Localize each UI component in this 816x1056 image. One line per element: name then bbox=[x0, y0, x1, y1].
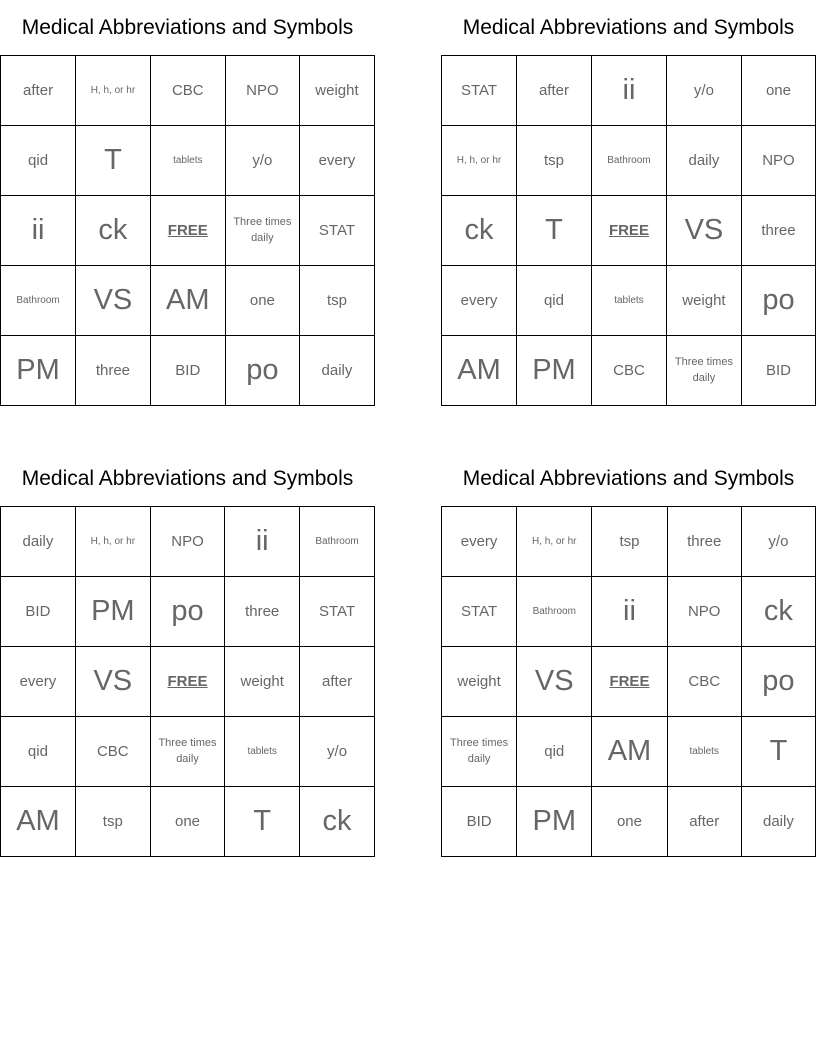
grid-cell: tsp bbox=[299, 266, 374, 336]
grid-cell: PM bbox=[75, 577, 150, 647]
bingo-grid bbox=[0, 506, 375, 857]
grid-cell: ii bbox=[225, 507, 300, 577]
grid-row bbox=[442, 577, 816, 647]
grid-row bbox=[1, 336, 375, 406]
grid-cell: ii bbox=[592, 577, 667, 647]
grid-cell: Three times daily bbox=[666, 336, 741, 406]
grid-cell: CBC bbox=[667, 647, 741, 717]
grid-cell: T bbox=[741, 717, 815, 787]
grid-cell: weight bbox=[442, 647, 517, 717]
grid-row bbox=[1, 577, 375, 647]
grid-cell: one bbox=[150, 787, 225, 857]
grid-cell: po bbox=[741, 266, 815, 336]
grid-cell: po bbox=[225, 336, 299, 406]
grid-cell: one bbox=[592, 787, 667, 857]
grid-cell: Bathroom bbox=[300, 507, 375, 577]
grid-cell: VS bbox=[666, 196, 741, 266]
grid-cell: H, h, or hr bbox=[75, 507, 150, 577]
grid-cell: H, h, or hr bbox=[517, 507, 592, 577]
free-space-cell: FREE bbox=[150, 196, 225, 266]
grid-cell: tablets bbox=[667, 717, 741, 787]
grid-cell: ck bbox=[300, 787, 375, 857]
grid-cell: every bbox=[442, 266, 517, 336]
grid-cell: y/o bbox=[666, 56, 741, 126]
grid-cell: daily bbox=[666, 126, 741, 196]
grid-cell: STAT bbox=[299, 196, 374, 266]
grid-cell: Bathroom bbox=[1, 266, 76, 336]
card-title: Medical Abbreviations and Symbols bbox=[462, 467, 795, 490]
grid-cell: daily bbox=[741, 787, 815, 857]
grid-cell: NPO bbox=[150, 507, 225, 577]
grid-cell: weight bbox=[299, 56, 374, 126]
grid-cell: T bbox=[76, 126, 151, 196]
grid-cell: every bbox=[1, 647, 76, 717]
grid-cell: NPO bbox=[225, 56, 299, 126]
grid-cell: T bbox=[516, 196, 591, 266]
grid-row bbox=[442, 336, 816, 406]
grid-cell: qid bbox=[517, 717, 592, 787]
grid-cell: BID bbox=[442, 787, 517, 857]
grid-row bbox=[442, 126, 816, 196]
grid-cell: tablets bbox=[225, 717, 300, 787]
grid-row bbox=[442, 647, 816, 717]
grid-cell: tsp bbox=[516, 126, 591, 196]
grid-cell: daily bbox=[1, 507, 76, 577]
card-title: Medical Abbreviations and Symbols bbox=[21, 467, 354, 490]
grid-cell: PM bbox=[516, 336, 591, 406]
grid-cell: STAT bbox=[442, 577, 517, 647]
bingo-grid bbox=[0, 55, 375, 406]
bingo-grid bbox=[441, 506, 816, 857]
grid-cell: three bbox=[225, 577, 300, 647]
grid-row bbox=[1, 717, 375, 787]
grid-cell: one bbox=[741, 56, 815, 126]
grid-cell: AM bbox=[1, 787, 76, 857]
grid-cell: tablets bbox=[591, 266, 666, 336]
grid-cell: after bbox=[300, 647, 375, 717]
grid-cell: PM bbox=[1, 336, 76, 406]
grid-cell: Three times daily bbox=[150, 717, 225, 787]
grid-cell: y/o bbox=[225, 126, 299, 196]
grid-cell: po bbox=[741, 647, 815, 717]
grid-cell: H, h, or hr bbox=[442, 126, 517, 196]
free-space-cell: FREE bbox=[592, 647, 667, 717]
grid-cell: Bathroom bbox=[517, 577, 592, 647]
grid-cell: BID bbox=[741, 336, 815, 406]
grid-cell: AM bbox=[150, 266, 225, 336]
free-space-cell: FREE bbox=[150, 647, 225, 717]
grid-cell: VS bbox=[76, 266, 151, 336]
grid-cell: ii bbox=[1, 196, 76, 266]
grid-cell: after bbox=[667, 787, 741, 857]
grid-cell: qid bbox=[516, 266, 591, 336]
grid-cell: CBC bbox=[591, 336, 666, 406]
grid-cell: every bbox=[299, 126, 374, 196]
bingo-grid bbox=[441, 55, 816, 406]
grid-row bbox=[1, 507, 375, 577]
grid-cell: three bbox=[741, 196, 815, 266]
grid-cell: ck bbox=[741, 577, 815, 647]
grid-cell: tablets bbox=[150, 126, 225, 196]
grid-cell: NPO bbox=[741, 126, 815, 196]
grid-cell: ii bbox=[591, 56, 666, 126]
grid-cell: Three times daily bbox=[225, 196, 299, 266]
grid-cell: BID bbox=[150, 336, 225, 406]
grid-row bbox=[442, 507, 816, 577]
grid-cell: VS bbox=[75, 647, 150, 717]
grid-cell: y/o bbox=[300, 717, 375, 787]
grid-cell: three bbox=[76, 336, 151, 406]
card-title: Medical Abbreviations and Symbols bbox=[462, 16, 795, 39]
card-title: Medical Abbreviations and Symbols bbox=[21, 16, 354, 39]
grid-cell: after bbox=[516, 56, 591, 126]
grid-cell: AM bbox=[442, 336, 517, 406]
grid-cell: weight bbox=[225, 647, 300, 717]
grid-cell: NPO bbox=[667, 577, 741, 647]
grid-row bbox=[442, 196, 816, 266]
grid-cell: CBC bbox=[75, 717, 150, 787]
grid-cell: qid bbox=[1, 717, 76, 787]
grid-cell: T bbox=[225, 787, 300, 857]
free-space-cell: FREE bbox=[591, 196, 666, 266]
grid-cell: H, h, or hr bbox=[76, 56, 151, 126]
grid-cell: weight bbox=[666, 266, 741, 336]
grid-cell: ck bbox=[442, 196, 517, 266]
grid-cell: y/o bbox=[741, 507, 815, 577]
grid-row bbox=[1, 126, 375, 196]
grid-row bbox=[442, 56, 816, 126]
grid-cell: po bbox=[150, 577, 225, 647]
grid-cell: every bbox=[442, 507, 517, 577]
grid-cell: qid bbox=[1, 126, 76, 196]
grid-cell: VS bbox=[517, 647, 592, 717]
grid-row bbox=[442, 787, 816, 857]
grid-cell: BID bbox=[1, 577, 76, 647]
grid-row bbox=[1, 196, 375, 266]
grid-row bbox=[442, 717, 816, 787]
grid-cell: tsp bbox=[75, 787, 150, 857]
grid-cell: Bathroom bbox=[591, 126, 666, 196]
grid-row bbox=[442, 266, 816, 336]
grid-row bbox=[1, 787, 375, 857]
grid-cell: STAT bbox=[442, 56, 517, 126]
grid-cell: after bbox=[1, 56, 76, 126]
grid-cell: one bbox=[225, 266, 299, 336]
grid-cell: CBC bbox=[150, 56, 225, 126]
grid-cell: Three times daily bbox=[442, 717, 517, 787]
grid-cell: three bbox=[667, 507, 741, 577]
grid-cell: tsp bbox=[592, 507, 667, 577]
grid-cell: ck bbox=[76, 196, 151, 266]
grid-cell: PM bbox=[517, 787, 592, 857]
grid-row bbox=[1, 266, 375, 336]
grid-cell: daily bbox=[299, 336, 374, 406]
grid-cell: AM bbox=[592, 717, 667, 787]
grid-row bbox=[1, 647, 375, 717]
grid-cell: STAT bbox=[300, 577, 375, 647]
grid-row bbox=[1, 56, 375, 126]
